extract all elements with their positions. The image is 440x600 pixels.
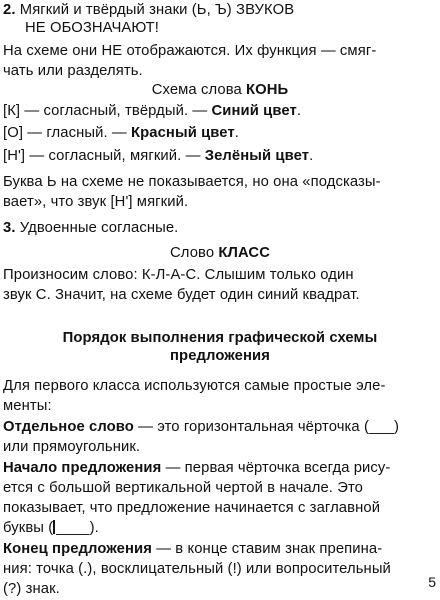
section-heading-line-2: предложения: [170, 348, 270, 364]
section-heading-line-1: Порядок выполнения графической схемы: [62, 330, 378, 346]
item-number: 2.: [3, 2, 16, 18]
scheme-row-color: Зелёный цвет: [204, 148, 310, 164]
definition-term: Конец предложения: [3, 541, 152, 557]
definition-text: ____).: [56, 520, 99, 536]
scheme-row-end: .: [309, 148, 314, 164]
scheme-row-text: [О] — гласный. —: [3, 125, 131, 141]
item-3: [3, 218, 178, 238]
scheme-row: [3, 101, 301, 121]
paragraph-line: чать или разделять.: [3, 63, 143, 79]
page-number: 5: [428, 574, 436, 590]
definition-term: Начало предложения: [3, 460, 162, 476]
scheme-row-color: Синий цвет: [211, 103, 297, 119]
definition-end-line-2: ния: точка (.), восклицательный (!) или вопросительный: [3, 561, 391, 577]
scheme-row-end: .: [296, 103, 302, 119]
definition-start-line-2: ется с большой вертикальной чертой в начале. Это: [3, 480, 364, 496]
scheme-title: [0, 80, 440, 100]
definition-text: — это горизонтальная чёрточка (___): [133, 419, 399, 435]
scheme-row-color: Красный цвет: [131, 125, 235, 141]
scheme-row: [3, 146, 313, 166]
scheme-row-text: [К] — согласный, твёрдый. —: [3, 103, 212, 119]
klass-title: [0, 243, 440, 263]
paragraph-line: На схеме они НЕ отображаются. Их функция — смяг-: [3, 43, 377, 59]
definition-start-line-3: показывает, что предложение начинается с заглавной: [3, 500, 381, 516]
definition-end-line-3: (?) знак.: [3, 581, 60, 597]
scheme-title-prefix: Схема слова: [151, 82, 247, 98]
definition-text: — первая чёрточка всегда рису-: [161, 460, 391, 476]
vertical-bar-symbol: [53, 520, 55, 534]
paragraph-line: Буква Ь на схеме не показывается, но она «подсказы-: [3, 174, 381, 190]
definition-text: буквы (: [3, 520, 54, 536]
paragraph-line: менты:: [3, 398, 52, 414]
definition-text: — в конце ставим знак препина-: [151, 541, 383, 557]
scheme-row: [3, 123, 239, 143]
scheme-row-end: .: [234, 125, 240, 141]
definition-start-line-4: [3, 518, 99, 538]
item-3-text: Удвоенные согласные.: [19, 220, 179, 236]
paragraph-line: звук С. Значит, на схеме будет один синий квадрат.: [3, 287, 360, 303]
scheme-row-text: [Н'] — согласный, мягкий. —: [3, 148, 205, 164]
definition-term: Отдельное слово: [3, 419, 134, 435]
scheme-title-word: КОНЬ: [246, 82, 289, 98]
definition-end-line-1: [3, 539, 382, 559]
item-2-text: Мягкий и твёрдый знаки (Ь, Ъ) ЗВУКОВ: [19, 2, 295, 18]
paragraph-line: Произносим слово: К-Л-А-С. Слышим только один: [3, 267, 354, 283]
definition-start-line-1: [3, 458, 390, 478]
item-2-line-1: [3, 0, 294, 20]
item-2-line-2: НЕ ОБОЗНАЧАЮТ!: [25, 20, 159, 36]
paragraph-line: Для первого класса используются самые простые эле-: [3, 378, 386, 394]
definition-word-line-1: [3, 417, 399, 437]
definition-word-line-2: или прямоугольник.: [3, 439, 141, 455]
paragraph-line: вает», что звук [Н'] мягкий.: [3, 194, 189, 210]
klass-title-word: КЛАСС: [218, 245, 270, 261]
item-number: 3.: [3, 220, 16, 236]
klass-title-prefix: Слово: [170, 245, 219, 261]
